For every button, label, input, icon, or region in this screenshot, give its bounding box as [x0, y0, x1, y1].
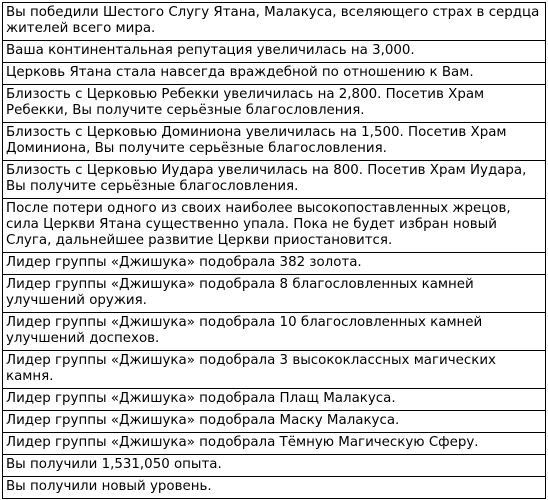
table-row [3, 63, 546, 85]
message-cell: Лидер группы «Джишука» подобрала Плащ Малакуса. [3, 389, 546, 411]
message-cell: Лидер группы «Джишука» подобрала Маску Малакуса. [3, 411, 546, 433]
message-cell: Лидер группы «Джишука» подобрала 382 золота. [3, 253, 546, 275]
table-row [3, 85, 546, 123]
message-cell: Близость с Церковью Доминиона увеличилась на 1,500. Посетив Храм Доминиона, Вы получите серьёзные благословления. [3, 123, 546, 161]
table-row [3, 123, 546, 161]
message-cell: Близость с Церковью Иудара увеличилась на 800. Посетив Храм Иудара, Вы получите серьёзные благословления. [3, 161, 546, 199]
message-cell: Лидер группы «Джишука» подобрала Тёмную Магическую Сферу. [3, 433, 546, 455]
table-row [3, 253, 546, 275]
table-row [3, 41, 546, 63]
table-row [3, 275, 546, 313]
table-row [3, 433, 546, 455]
message-cell: Ваша континентальная репутация увеличилась на 3,000. [3, 41, 546, 63]
table-row [3, 351, 546, 389]
table-row [3, 199, 546, 253]
message-cell: Церковь Ятана стала навсегда враждебной по отношению к Вам. [3, 63, 546, 85]
system-message-log [2, 2, 546, 499]
message-cell: Вы получили новый уровень. [3, 477, 546, 499]
table-row [3, 411, 546, 433]
message-cell: Вы победили Шестого Слугу Ятана, Малакуса, вселяющего страх в сердца жителей всего мира. [3, 3, 546, 41]
table-row [3, 3, 546, 41]
table-row [3, 161, 546, 199]
table-row [3, 313, 546, 351]
message-cell: Близость с Церковью Ребекки увеличилась на 2,800. Посетив Храм Ребекки, Вы получите серьёзные благословления. [3, 85, 546, 123]
message-cell: Лидер группы «Джишука» подобрала 8 благословленных камней улучшений оружия. [3, 275, 546, 313]
table-row [3, 455, 546, 477]
message-cell: Вы получили 1,531,050 опыта. [3, 455, 546, 477]
table-row [3, 477, 546, 499]
message-cell: Лидер группы «Джишука» подобрала 3 высококлассных магических камня. [3, 351, 546, 389]
message-cell: Лидер группы «Джишука» подобрала 10 благословленных камней улучшений доспехов. [3, 313, 546, 351]
table-row [3, 389, 546, 411]
message-cell: После потери одного из своих наиболее высокопоставленных жрецов, сила Церкви Ятана существенно упала. Пока не будет избран новый Слуга, дальнейшее развитие Церкви приостановится. [3, 199, 546, 253]
